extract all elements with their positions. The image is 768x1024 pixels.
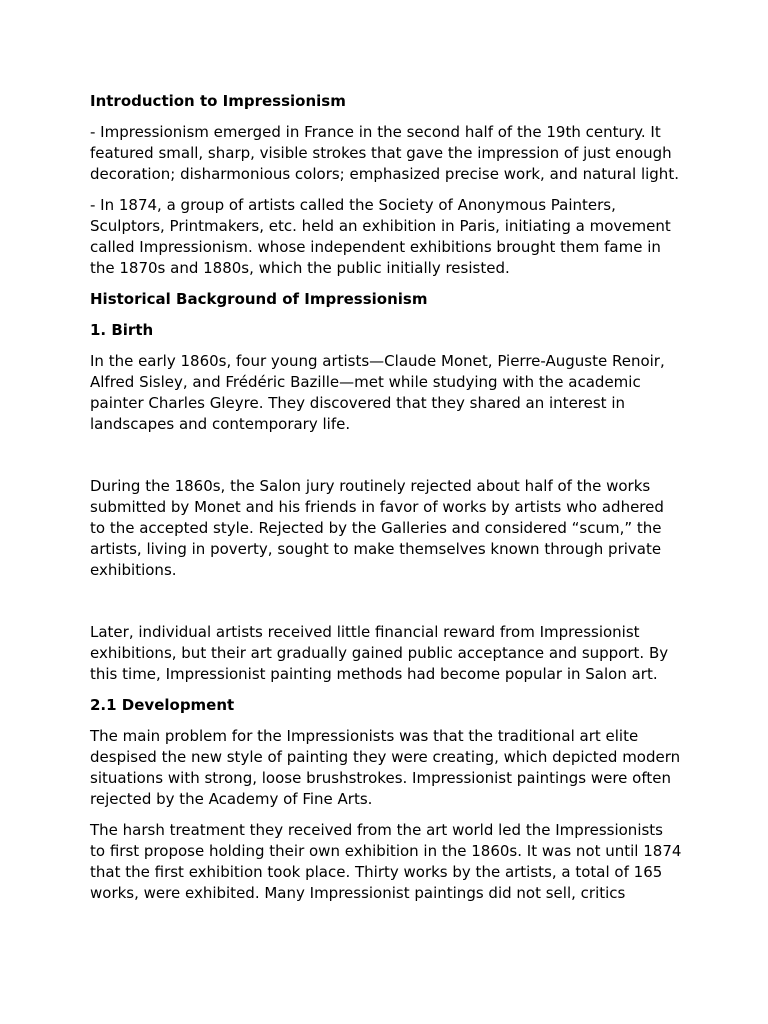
subsection-title-development: 2.1 Development	[90, 696, 235, 714]
paragraph-origin: - Impressionism emerged in France in the second half of the 19th century. It featured small, sharp, visible strokes that gave the impression of just enough decoration; disharmonious colors; emphasized precise work, and natural light.	[90, 123, 679, 183]
subsection-title-birth: 1. Birth	[90, 321, 154, 339]
section-title-historical-background: Historical Background of Impressionism	[90, 290, 428, 308]
paragraph-first-exhibition: The harsh treatment they received from the art world led the Impressionists to first propose holding their own exhibition in the 1860s. It was not until 1874 that the first exhibition took place. Thirty works by the artists, a total of 165 works, were exhibited. Many Impressionist paintings did not sell, critics	[90, 821, 682, 902]
paragraph-art-elite: The main problem for the Impressionists was that the traditional art elite despised the new style of painting they were creating, which depicted modern situations with strong, loose brushstrokes. Impressionist paintings were often rejected by the Academy of Fine Arts.	[90, 727, 681, 808]
paragraph-salon-jury: During the 1860s, the Salon jury routinely rejected about half of the works submitted by Monet and his friends in favor of works by artists who adhered to the accepted style. Rejected by the Galleries and considered “scum,” the artists, living in poverty, sought to make themselves known through private exhibitions.	[90, 477, 664, 579]
paragraph-early-1860s: In the early 1860s, four young artists—Claude Monet, Pierre-Auguste Renoir, Alfred Sisley, and Frédéric Bazille—met while studying with the academic painter Charles Gleyre. They discovered that they shared an interest in landscapes and contemporary life.	[90, 352, 665, 433]
document-page	[90, 91, 682, 914]
paragraph-public-acceptance: Later, individual artists received little financial reward from Impressionist exhibitions, but their art gradually gained public acceptance and support. By this time, Impressionist painting methods had become popular in Salon art.	[90, 623, 669, 683]
blank-line	[90, 591, 682, 622]
paragraph-1874-exhibition: - In 1874, a group of artists called the Society of Anonymous Painters, Sculptors, Printmakers, etc. held an exhibition in Paris, initiating a movement called Impressionism. whose independent exhibitions brought them fame in the 1870s and 1880s, which the public initially resisted.	[90, 196, 671, 277]
section-title-introduction: Introduction to Impressionism	[90, 92, 346, 110]
blank-line	[90, 445, 682, 476]
